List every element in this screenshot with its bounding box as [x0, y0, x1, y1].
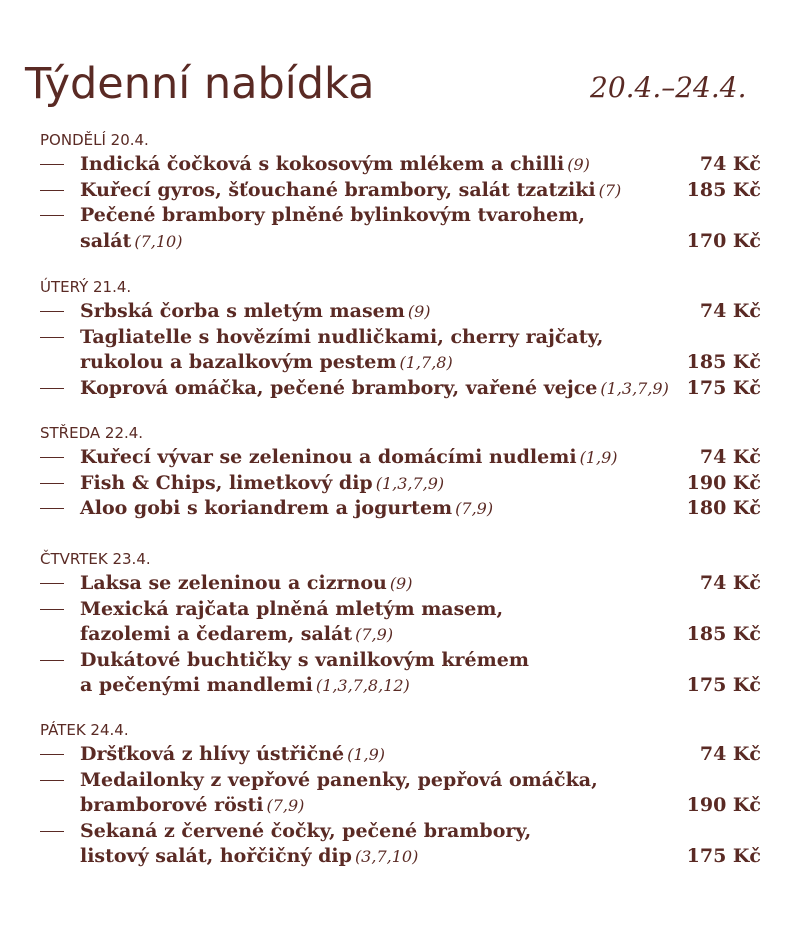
dash-bullet [40, 583, 64, 584]
allergens: (1,3,7,8,12) [315, 676, 410, 695]
dish-name-text: salát [80, 229, 132, 252]
dish-name [80, 152, 590, 177]
price: 190 Kč [686, 471, 761, 494]
dish-name [80, 325, 603, 350]
dish-name-text: Indická čočková s kokosovým mlékem a chilli [80, 153, 565, 175]
dash-bullet [40, 483, 64, 484]
dish-name [80, 648, 529, 673]
dish-name-continued [80, 793, 304, 818]
price: 185 Kč [686, 351, 761, 373]
dish-name-text: listový salát, hořčičný dip [80, 845, 352, 867]
price: 185 Kč [686, 623, 761, 645]
dish-name-text: bramborové rösti [80, 794, 264, 816]
dish-name-continued [80, 350, 453, 375]
day-label: PONDĚLÍ 20.4. [40, 131, 149, 149]
price: 170 Kč [686, 229, 761, 252]
dish-name-text: fazolemi a čedarem, salát [80, 623, 353, 645]
price: 74 Kč [699, 153, 761, 175]
dash-bullet [40, 660, 64, 661]
price: 175 Kč [686, 674, 761, 696]
dash-bullet [40, 164, 64, 165]
dish-name [80, 178, 621, 203]
allergens: (1,7,8) [399, 353, 453, 372]
dash-bullet [40, 609, 64, 610]
dish-name-text: Kuřecí vývar se zeleninou a domácími nudlemi [80, 446, 577, 468]
allergens: (7) [598, 180, 622, 200]
dish-name [80, 571, 412, 596]
price: 180 Kč [686, 497, 761, 519]
dish-name [80, 471, 444, 496]
dish-name [80, 376, 669, 401]
dish-name-text: Medailonky z vepřové panenky, pepřová omáčka, [80, 768, 598, 791]
allergens: (1,3,7,9) [375, 473, 445, 493]
allergens: (3,7,10) [354, 847, 419, 866]
dish-name-text: rukolou a bazalkovým pestem [80, 351, 397, 373]
dash-bullet [40, 754, 64, 755]
price: 74 Kč [699, 446, 761, 468]
allergens: (9) [567, 155, 590, 174]
dish-name-text: Tagliatelle s hovězími nudličkami, cherry rajčaty, [80, 325, 604, 348]
dish-name-text: Mexická rajčata plněná mletým masem, [80, 597, 504, 620]
dish-name [80, 597, 503, 622]
dish-name-continued [80, 673, 410, 698]
dish-name-text: Aloo gobi s koriandrem a jogurtem [80, 497, 453, 519]
dash-bullet [40, 831, 64, 832]
dish-name [80, 445, 618, 470]
allergens: (9) [389, 574, 413, 593]
price: 74 Kč [699, 743, 761, 765]
day-label: STŘEDA 22.4. [40, 424, 144, 442]
dish-name [80, 496, 493, 521]
price: 175 Kč [686, 376, 761, 399]
allergens: (9) [407, 302, 431, 321]
dish-name-text: Sekaná z červené čočky, pečené brambory, [80, 819, 532, 842]
allergens: (7,9) [455, 499, 494, 518]
dish-name-text: Pečené brambory plněné bylinkovým tvarohem, [80, 204, 585, 226]
dish-name-continued [80, 622, 393, 647]
dish-name [80, 203, 585, 228]
dash-bullet [40, 457, 64, 458]
allergens: (7,9) [355, 625, 394, 644]
dish-name [80, 299, 431, 324]
allergens: (7,10) [134, 231, 183, 251]
dish-name-text: Fish & Chips, limetkový dip [80, 471, 373, 494]
dish-name-text: Srbská čorba s mletým masem [80, 300, 405, 322]
allergens: (1,9) [347, 745, 386, 764]
allergens: (1,3,7,9) [600, 378, 669, 398]
dish-name-continued [80, 229, 182, 254]
price: 74 Kč [699, 572, 761, 594]
price: 175 Kč [686, 845, 761, 867]
dash-bullet [40, 388, 64, 389]
dash-bullet [40, 311, 64, 312]
day-label: ČTVRTEK 23.4. [40, 550, 151, 568]
price: 190 Kč [686, 794, 761, 816]
page-title: Týdenní nabídka [25, 59, 375, 109]
dish-name-text: Laksa se zeleninou a cizrnou [80, 572, 387, 594]
dash-bullet [40, 508, 64, 509]
dish-name-text: Dukátové buchtičky s vanilkovým krémem [80, 648, 529, 671]
dish-name-text: a pečenými mandlemi [80, 674, 313, 696]
dish-name [80, 819, 531, 844]
day-label: PÁTEK 24.4. [40, 721, 129, 739]
dish-name-continued [80, 844, 418, 869]
dash-bullet [40, 215, 64, 216]
dish-name [80, 742, 385, 767]
dish-name-text: Dršťková z hlívy ústřičné [80, 743, 345, 765]
price: 185 Kč [686, 178, 761, 201]
date-range: 20.4.–24.4. [590, 71, 747, 104]
dish-name [80, 768, 598, 793]
day-label: ÚTERÝ 21.4. [40, 278, 132, 296]
dash-bullet [40, 337, 64, 338]
dash-bullet [40, 190, 64, 191]
price: 74 Kč [699, 300, 761, 322]
allergens: (1,9) [579, 448, 618, 467]
allergens: (7,9) [266, 796, 305, 815]
dish-name-text: Kuřecí gyros, šťouchané brambory, salát tzatziki [80, 178, 596, 201]
dish-name-text: Koprová omáčka, pečené brambory, vařené vejce [80, 376, 598, 399]
dash-bullet [40, 780, 64, 781]
